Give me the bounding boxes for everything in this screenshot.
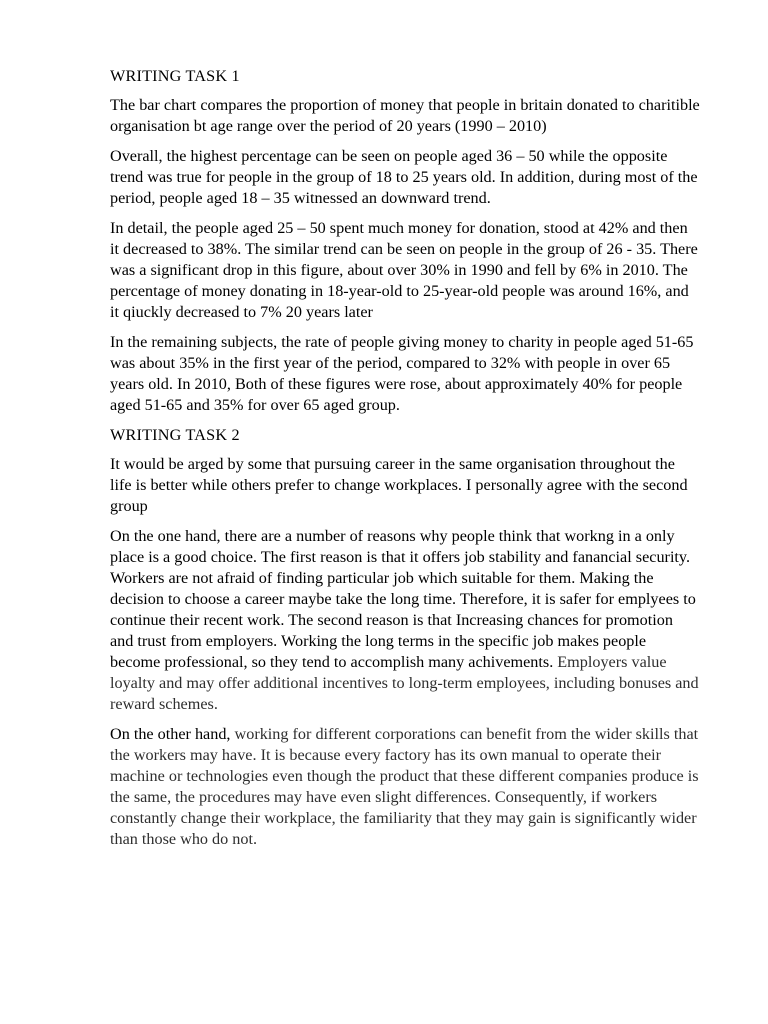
task2-body1-main-text: On the one hand, there are a number of reasons why people think that workng in a only place is a good choice. The first reason is that it offers job stability and fanancial security. Workers are not afraid of finding particular job which suitable for them. Making the decision to choose a career maybe take the long time. Therefore, it is safer for emplyees to continue their recent work. The second reason is that Increasing chances for promotion and trust from employers. Working the long terms in the specific job makes people become professional, so they tend to accomplish many achivements. — [110, 527, 696, 671]
task2-paragraph-intro: It would be arged by some that pursuing career in the same organisation throughout the life is better while others prefer to change workplaces. I personally agree with the second group — [110, 455, 688, 515]
task2-heading: WRITING TASK 2 — [110, 426, 240, 444]
task2-body1-added-text: Employers value loyalty and may offer additional incentives to long-term employees, including bonuses and reward schemes. — [110, 653, 699, 713]
task1-paragraph-remaining: In the remaining subjects, the rate of people giving money to charity in people aged 51-65 was about 35% in the first year of the period, compared to 32% with people in over 65 years old. In 2010, Both of these figures were rose, about approximately 40% for people aged 51-65 and 35% for over 65 aged group. — [110, 333, 694, 414]
task2-paragraph-body2 — [110, 724, 700, 850]
task1-paragraph-overview: Overall, the highest percentage can be seen on people aged 36 – 50 while the opposite trend was true for people in the group of 18 to 25 years old. In addition, during most of the period, people aged 18 – 35 witnessed an downward trend. — [110, 147, 698, 207]
document-page — [110, 66, 700, 859]
task1-paragraph-detail: In detail, the people aged 25 – 50 spent much money for donation, stood at 42% and then it decreased to 38%. The similar trend can be seen on people in the group of 26 - 35. There was a significant drop in this figure, about over 30% in 1990 and fell by 6% in 2010. The percentage of money donating in 18-year-old to 25-year-old people was around 16%, and it qiuckly decreased to 7% 20 years later — [110, 219, 698, 321]
task2-body2-rest-text: working for different corporations can benefit from the wider skills that the workers may have. It is because every factory has its own manual to operate their machine or technologies even though the product that these different companies produce is the same, the procedures may have even slight differences. Consequently, if workers constantly change their workplace, the familiarity that they may gain is significantly wider than those who do not. — [110, 725, 699, 848]
task2-paragraph-body1 — [110, 526, 700, 715]
task2-body2-lead-text: On the other hand, — [110, 725, 231, 743]
task1-paragraph-intro: The bar chart compares the proportion of money that people in britain donated to charitible organisation bt age range over the period of 20 years (1990 – 2010) — [110, 96, 700, 135]
task1-heading: WRITING TASK 1 — [110, 67, 240, 85]
